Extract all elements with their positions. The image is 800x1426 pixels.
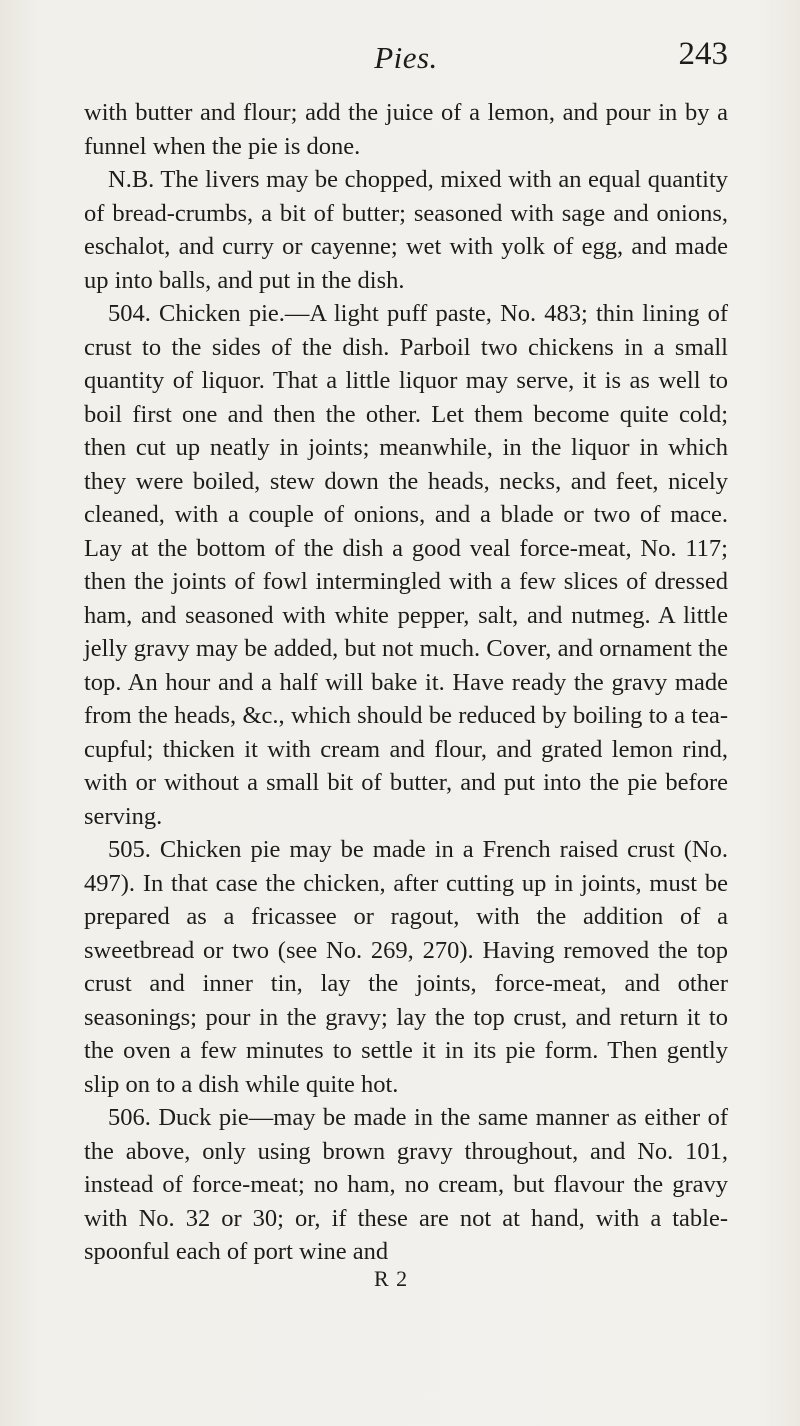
paragraph-504-chicken-pie: 504. Chicken pie.—A light puff paste, No. 483; thin lining of crust to the sides of the dish. Parboil two chickens in a small quantity of liquor. That a little liquor may serve, it is as well to boil first one and then the other. Let them become quite cold; then cut up neatly in joints; meanwhile, in the liquor in which they were boiled, stew down the heads, necks, and feet, nicely cleaned, with a couple of onions, and a blade or two of mace. Lay at the bottom of the dish a good veal force-meat, No. 117; then the joints of fowl intermingled with a few slices of dressed ham, and seasoned with white pepper, salt, and nutmeg. A little jelly gravy may be added, but not much. Cover, and ornament the top. An hour and a half will bake it. Have ready the gravy made from the heads, &c., which should be reduced by boiling to a tea-cupful; thicken it with cream and flour, and grated lemon rind, with or without a small bit of butter, and put into the pie before serving. [84,300,728,830]
page-number: 243 [678,36,728,72]
paragraph-505-chicken-pie-french: 505. Chicken pie may be made in a French raised crust (No. 497). In that case the chicken, after cutting up in joints, must be prepared as a fricassee or ragout, with the addition of a sweetbread or two (see No. 269, 270). Having removed the top crust and inner tin, lay the joints, force-meat, and other seasonings; pour in the gravy; lay the top crust, and return it to the oven a few minutes to settle it in its pie form. Then gently slip on to a dish while quite hot. [84,836,728,1098]
signature-mark: R 2 [374,1265,409,1291]
running-title: Pies. [374,40,438,75]
running-head [84,0,728,96]
body-text [84,96,728,1269]
paragraph-continuation: with butter and flour; add the juice of a lemon, and pour in by a funnel when the pie is done. [84,99,728,160]
paragraph-nb-livers: N.B. The livers may be chopped, mixed with an equal quantity of bread-crumbs, a bit of butter; seasoned with sage and onions, eschalot, and curry or cayenne; wet with yolk of egg, and made up into balls, and put in the dish. [84,166,728,294]
paragraph-506-duck-pie: 506. Duck pie—may be made in the same manner as either of the above, only using brown gravy throughout, and No. 101, instead of force-meat; no ham, no cream, but flavour the gravy with No. 32 or 30; or, if these are not at hand, with a table-spoonful each of port wine and [84,1104,728,1265]
